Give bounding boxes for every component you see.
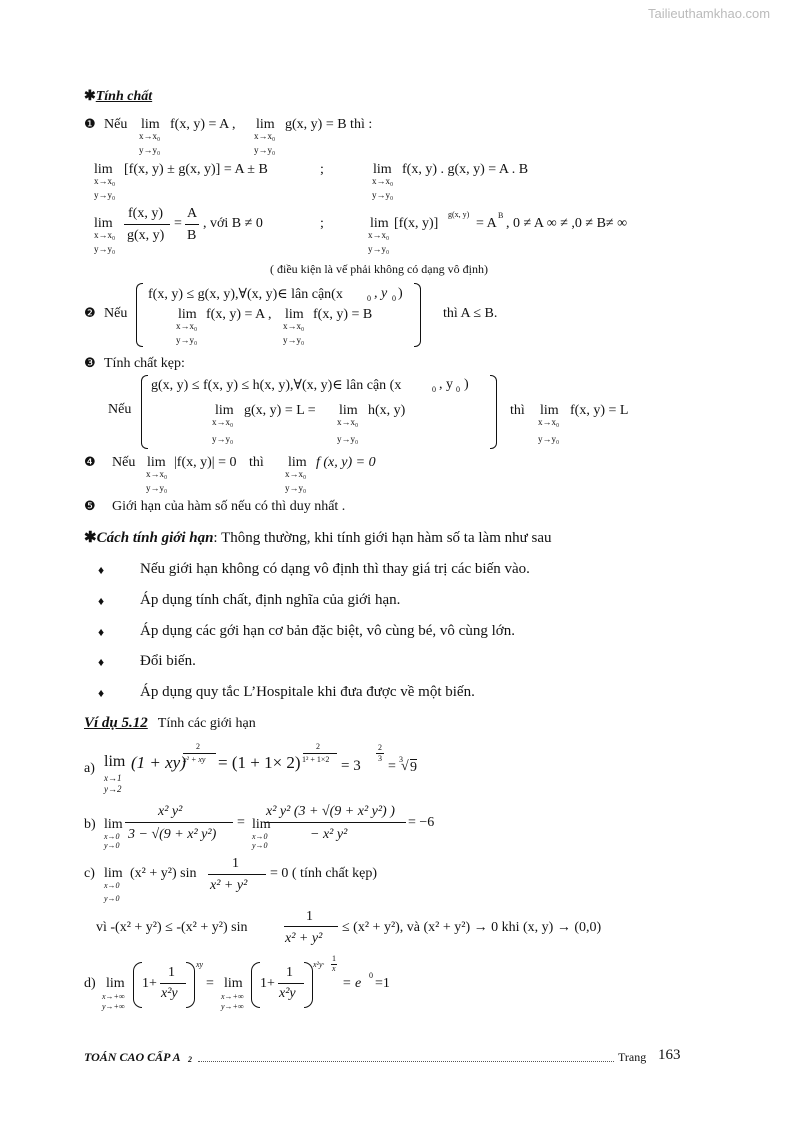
ex-a-exp-line	[183, 753, 216, 754]
asterisk-icon: ✱	[84, 89, 96, 104]
ex-a-root-icon: √	[401, 759, 409, 774]
ex-d-res-end: =1	[375, 976, 390, 991]
p5-text: Giới hạn của hàm số nếu có thì duy nhất .	[112, 499, 346, 514]
ex-d-one-1: 1+	[142, 976, 157, 991]
p3-title: Tính chất kẹp:	[104, 356, 185, 371]
ex-c-under1: x→0	[104, 881, 120, 890]
p1-lim-5: lim	[94, 216, 113, 231]
p1-sub-x-3: x→x₀	[94, 176, 116, 186]
diamond-bullet-icon: ♦	[98, 686, 105, 700]
ex-a-under1: x→1	[104, 773, 122, 783]
p1-sub-y-2: y→y₀	[254, 145, 276, 155]
ex-d-under2-2: y→+∞	[221, 1002, 244, 1011]
p1-pow-exp: g(x, y)	[448, 210, 470, 219]
ex-c-den: x² + y²	[210, 878, 248, 893]
p3-sub-x-1: x→x₀	[212, 417, 234, 427]
p1-pow-rhs: = A	[476, 216, 497, 231]
ex-d-exp2: x²y·	[313, 960, 325, 969]
ex-b-under2-1: y→0	[104, 841, 120, 850]
ex-d-label: d)	[84, 976, 96, 991]
properties-heading-text: Tính chất	[95, 89, 153, 104]
ex-a-exp2-num: 2	[316, 742, 320, 751]
ex-b-label: b)	[84, 817, 96, 832]
p4-res: f (x, y) = 0	[316, 455, 376, 470]
p3-right-brace	[490, 375, 497, 449]
ex-c-label: c)	[84, 866, 95, 881]
p2-line1: f(x, y) ≤ g(x, y),∀(x, y)∈ lân cận(x	[148, 287, 343, 302]
p1-sub-x-1: x→x₀	[139, 131, 161, 141]
p2-right-brace	[414, 283, 421, 347]
diamond-bullet-icon: ♦	[98, 625, 105, 639]
ex-a-base: (1 + xy)	[131, 753, 186, 772]
p3-sub-y-3: y→y₀	[538, 434, 560, 444]
p2-line2b: f(x, y) = B	[313, 307, 373, 322]
p1-sub-y-4: y→y₀	[372, 190, 394, 200]
p1-sum: [f(x, y) ± g(x, y)] = A ± B	[124, 162, 268, 177]
ex-a-root-index: 3	[399, 755, 403, 764]
method-item: Nếu giới hạn không có dạng vô định thì thay giá trị các biến vào.	[140, 561, 530, 577]
ex-b-d1: 3 − √(9 + x² y²)	[128, 827, 217, 842]
p1-pow-cond: , 0 ≠ A ∞ ≠ ,0 ≠ B≠ ∞	[506, 216, 628, 231]
ex-d-under1-2: x→+∞	[221, 992, 244, 1001]
diamond-bullet-icon: ♦	[98, 655, 105, 669]
ex-a-eq1: = (1 + 1× 2)	[218, 753, 301, 772]
number-5-icon: ❺	[84, 499, 96, 514]
footer-page-number: 163	[658, 1047, 681, 1063]
ex-a-exp2-line	[303, 753, 337, 754]
ex-d-exp: xy	[196, 960, 204, 969]
ex-a-exp3-num: 2	[378, 743, 382, 752]
ex-b-n2: x² y² (3 + √(9 + x² y²) )	[266, 804, 395, 819]
footer-page-label: Trang	[618, 1050, 647, 1064]
p3-if: Nếu	[108, 402, 132, 417]
p2-line1-sub: 0	[367, 294, 371, 303]
ex-c-because-den: x² + y²	[285, 931, 323, 946]
number-2-icon: ❷	[84, 306, 96, 321]
ex-d-exp2-den: x	[332, 964, 336, 973]
p3-sub-y-2: y→y₀	[337, 434, 359, 444]
p2-line1-end: )	[398, 286, 403, 301]
p1-sub-x-2: x→x₀	[254, 131, 276, 141]
p1-lim-3: lim	[94, 162, 113, 177]
p3-line1-y: , y	[439, 377, 453, 392]
p1-prod: f(x, y) . g(x, y) = A . B	[402, 162, 529, 177]
ex-b-under1-2: x→0	[252, 832, 268, 841]
p2-sub-y-2: y→y₀	[283, 335, 305, 345]
p4-sub-y-1: y→y₀	[146, 483, 168, 493]
p3-left-brace	[141, 375, 148, 449]
p4-sub-y-2: y→y₀	[285, 483, 307, 493]
example-title: Ví dụ 5.12	[84, 715, 148, 731]
p1-sub-y-6: y→y₀	[368, 244, 390, 254]
diamond-bullet-icon: ♦	[98, 594, 105, 608]
footer-course-sub: 2	[188, 1055, 192, 1064]
p3-line2a: g(x, y) = L =	[244, 403, 316, 418]
p1-div-line	[124, 224, 170, 225]
ex-d-rparen-2	[304, 962, 313, 1008]
methods-intro: : Thông thường, khi tính giới hạn hàm số ta làm như sau	[213, 530, 552, 546]
p1-lim-2: lim	[256, 117, 275, 132]
p3-sub-x-2: x→x₀	[337, 417, 359, 427]
ex-b-n1: x² y²	[158, 804, 183, 819]
p1-sub-x-4: x→x₀	[372, 176, 394, 186]
p3-line1-ysub: 0	[456, 385, 460, 394]
ex-b-under2-2: y→0	[252, 841, 268, 850]
example-subtitle: Tính các giới hạn	[157, 716, 256, 731]
ex-d-line-2	[278, 983, 304, 984]
ex-a-exp3-den: 3	[378, 754, 382, 763]
p2-sub-x-2: x→x₀	[283, 321, 305, 331]
p1-lim-4: lim	[373, 162, 392, 177]
p1-div-rline	[185, 224, 199, 225]
ex-d-line-1	[160, 983, 186, 984]
p3-line1: g(x, y) ≤ f(x, y) ≤ h(x, y),∀(x, y)∈ lân cận (x	[151, 378, 402, 393]
ex-a-root-val: 9	[410, 760, 417, 775]
ex-c-line	[208, 874, 266, 875]
p3-concl: f(x, y) = L	[570, 403, 629, 418]
ex-c-under2: y→0	[104, 894, 120, 903]
p1-gB: g(x, y) = B thì :	[285, 117, 373, 132]
method-item: Đổi biến.	[140, 653, 196, 669]
methods-heading: Cách tính giới hạn	[96, 530, 214, 546]
ex-d-one-2: 1+	[260, 976, 275, 991]
p2-line2a: f(x, y) = A ,	[206, 307, 272, 322]
ex-b-line2	[264, 822, 406, 823]
method-item: Áp dụng các gới hạn cơ bản đặc biệt, vô cùng bé, vô cùng lớn.	[140, 623, 515, 639]
p2-sub-y-1: y→y₀	[176, 335, 198, 345]
watermark: Tailieuthamkhao.com	[648, 6, 771, 21]
p3-lim-3: lim	[540, 403, 559, 418]
ex-b-eq: =	[237, 815, 245, 830]
diamond-bullet-icon: ♦	[98, 563, 105, 577]
footer-course: TOÁN CAO CẤP A	[84, 1050, 181, 1064]
ex-b-under1-1: x→0	[104, 832, 120, 841]
ex-d-under2-1: y→+∞	[102, 1002, 125, 1011]
p4-if: Nếu	[112, 455, 136, 470]
p3-lim-1: lim	[215, 403, 234, 418]
p4-abs: |f(x, y)| = 0	[174, 455, 237, 470]
p1-fA: f(x, y) = A ,	[170, 117, 236, 132]
p3-line1-end: )	[464, 377, 469, 392]
p1-sub-y-5: y→y₀	[94, 244, 116, 254]
ex-b-line1	[125, 822, 233, 823]
p3-sub-x-3: x→x₀	[538, 417, 560, 427]
p2-line1-y: , y	[374, 286, 388, 301]
ex-a-lim: lim	[104, 753, 126, 770]
method-item: Áp dụng quy tắc L’Hospitale khi đưa được về một biến.	[140, 684, 475, 700]
p1-sub-x-5: x→x₀	[94, 230, 116, 240]
ex-d-eq: =	[206, 976, 214, 991]
example-header	[84, 714, 256, 732]
number-3-icon: ❸	[84, 356, 96, 371]
p2-sub-x-1: x→x₀	[176, 321, 198, 331]
ex-d-den-2: x²y	[279, 986, 296, 1001]
p3-line1-sub: 0	[432, 385, 436, 394]
p2-conclusion: thì A ≤ B.	[443, 306, 498, 321]
p1-div-rn: A	[187, 206, 198, 221]
ex-b-res: = −6	[408, 815, 435, 830]
ex-c-pre: (x² + y²) sin	[130, 866, 197, 881]
footer-dots	[198, 1061, 614, 1062]
ex-a-eq3: =	[388, 759, 396, 774]
ex-b-lim-2: lim	[252, 817, 271, 832]
p1-if: Nếu	[104, 117, 128, 132]
p1-semicolon-1: ;	[320, 162, 324, 177]
ex-c-because-num: 1	[306, 909, 313, 924]
ex-c-num: 1	[232, 856, 239, 871]
p2-line1-ysub: 0	[392, 294, 396, 303]
ex-d-den-1: x²y	[161, 986, 178, 1001]
ex-a-eq2: = 3	[341, 758, 361, 774]
p1-semicolon-2: ;	[320, 216, 324, 231]
ex-d-rparen-1	[186, 962, 195, 1008]
ex-d-lim-2: lim	[224, 976, 243, 991]
p4-lim-2: lim	[288, 455, 307, 470]
ex-c-because: vì -(x² + y²) ≤ -(x² + y²) sin	[96, 920, 248, 935]
ex-d-lparen-1	[133, 962, 142, 1008]
p3-lim-2: lim	[339, 403, 358, 418]
p1-div-eq: =	[174, 216, 182, 231]
p4-sub-x-1: x→x₀	[146, 469, 168, 479]
p1-sub-x-6: x→x₀	[368, 230, 390, 240]
ex-c-lim: lim	[104, 866, 123, 881]
ex-c-because-rest: ≤ (x² + y²), và (x² + y²) → 0 khi (x, y) → (0,0)	[342, 920, 602, 935]
p1-pow-base: [f(x, y)]	[394, 216, 439, 231]
p1-div-rd: B	[187, 228, 197, 243]
ex-d-res-exp: 0	[369, 971, 373, 980]
p3-then: thì	[510, 403, 525, 418]
p1-pow-rhs-exp: B	[498, 211, 504, 220]
p3-line2b: h(x, y)	[368, 403, 406, 418]
p1-sub-y-1: y→y₀	[139, 145, 161, 155]
p2-lim-1: lim	[178, 307, 197, 322]
ex-d-lim-1: lim	[106, 976, 125, 991]
ex-a-exp-num: 2	[196, 742, 200, 751]
number-4-icon: ❹	[84, 455, 96, 470]
p1-note: ( điều kiện là vế phải không có dạng vô định)	[270, 262, 488, 276]
ex-c-because-line	[284, 926, 338, 927]
ex-a-under2: y→2	[104, 784, 122, 794]
ex-d-under1-1: x→+∞	[102, 992, 125, 1001]
p4-lim-1: lim	[147, 455, 166, 470]
ex-b-lim-1: lim	[104, 817, 123, 832]
properties-heading	[84, 88, 152, 105]
ex-a-exp2-den: 1² + 1×2	[302, 755, 330, 764]
ex-d-num-1: 1	[168, 965, 175, 980]
ex-d-res: = e	[342, 976, 362, 991]
p2-left-brace	[136, 283, 143, 347]
p2-if: Nếu	[104, 306, 128, 321]
number-1-icon: ❶	[84, 117, 96, 132]
ex-a-label: a)	[84, 761, 95, 776]
p1-lim-1: lim	[141, 117, 160, 132]
p1-sub-y-3: y→y₀	[94, 190, 116, 200]
p1-lim-6: lim	[370, 216, 389, 231]
method-item: Áp dụng tính chất, định nghĩa của giới hạn.	[140, 592, 401, 608]
p2-lim-2: lim	[285, 307, 304, 322]
p3-sub-y-1: y→y₀	[212, 434, 234, 444]
ex-d-lparen-2	[251, 962, 260, 1008]
ex-d-num-2: 1	[286, 965, 293, 980]
p1-div-num: f(x, y)	[128, 206, 163, 221]
p1-div-den: g(x, y)	[127, 228, 165, 243]
p1-div-cond: , với B ≠ 0	[203, 216, 263, 231]
asterisk-icon: ✱	[84, 530, 97, 546]
ex-c-res: = 0 ( tính chất kẹp)	[270, 866, 378, 881]
ex-b-d2: − x² y²	[310, 827, 348, 842]
p4-then: thì	[249, 455, 264, 470]
ex-a-exp-den: x² + xy	[183, 755, 206, 764]
ex-d-exp2-num: 1	[332, 954, 336, 963]
p4-sub-x-2: x→x₀	[285, 469, 307, 479]
methods-heading-line	[84, 528, 552, 547]
